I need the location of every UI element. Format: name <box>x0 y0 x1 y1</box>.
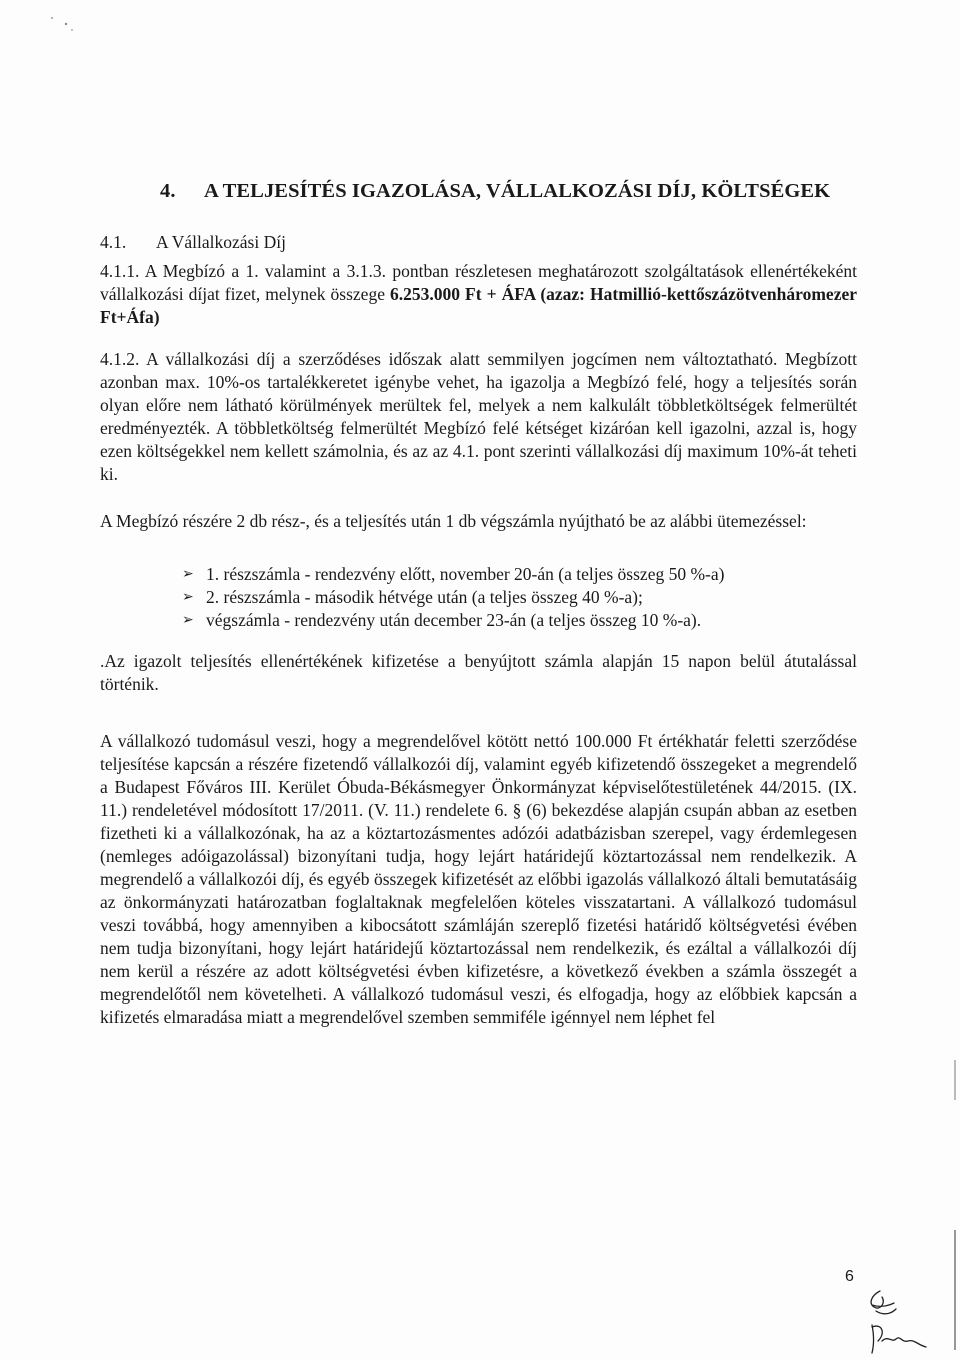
handwritten-signature-icon <box>842 1285 932 1355</box>
scan-margin-line <box>952 1060 958 1100</box>
section-title: A TELJESÍTÉS IGAZOLÁSA, VÁLLALKOZÁSI DÍJ, KÖLTSÉGEK <box>204 180 831 202</box>
arrowhead-bullet-icon: ➢ <box>182 589 194 605</box>
invoices-intro-text: A Megbízó részére 2 db rész-, és a teljesítés után 1 db végszámla nyújtható be az alábbi ütemezéssel: <box>100 511 807 531</box>
list-item <box>182 563 724 586</box>
invoice-item-text: végszámla - rendezvény után december 23-án (a teljes összeg 10 %-a). <box>206 610 702 630</box>
payment-terms <box>100 650 857 696</box>
contractor-paragraph-text: A vállalkozó tudomásul veszi, hogy a megrendelővel kötött nettó 100.000 Ft értékhatár feletti szerződése teljesítése kapcsán a részére fizetendő vállalkozói díj, valamint egyéb kifizetendő összegeket a megrendelő a Budapest Főváros III. Kerület Óbuda-Békásmegyer Önkormányzat képviselőtestületének 44/2015. (IX. 11.) rendeletével módosított 17/2011. (V. 11.) rendelete 6. § (6) bekezdése alapján csupán abban az esetben fizetheti ki a vállalkozónak, ha az a köztartozásmentes adózói adatbázisban szerepel, vagy érdemlegesen (nemleges adóigazolással) bizonyítani tudja, hogy lejárt határidejű köztartozással nem rendelkezik. A megrendelő a vállalkozói díj, és egyéb összegek kifizetését az előbbi igazolás vállalkozó általi bemutatásáig az önkormányzati határozatban foglaltaknak megfelelően köteles visszatartani. A vállalkozó tudomásul veszi továbbá, hogy amennyiben a kibocsátott számláján szereplő fizetési határidő költségvetési évében nem tudja bizonyítani, hogy lejárt határidejű köztartozással nem rendelkezik, és ezáltal a vállalkozói díj nem kerül a részére az adott költségvetési évben kifizetésre, a következő években a számla összegét a megrendelőtől nem követelheti. A vállalkozó tudomásul veszi, és elfogadja, hogy az előbbiek kapcsán a kifizetés elmaradása miatt a megrendelővel szemben semmiféle igénnyel nem léphet fel <box>100 731 857 1027</box>
payment-terms-text: .Az igazolt teljesítés ellenértékének kifizetése a benyújtott számla alapján 15 napon belül átutalással történik. <box>100 651 857 694</box>
invoice-item-text: 2. részszámla - második hétvége után (a teljes összeg 40 %-a); <box>206 587 643 607</box>
paragraph-4-1-2-text: 4.1.2. A vállalkozási díj a szerződéses időszak alatt semmilyen jogcímen nem változtatható. Megbízott azonban max. 10%-os tartalékkeretet igénybe vehet, ha igazolja a Megbízó felé, hogy a teljesítés során olyan előre nem látható körülmények merültek fel, melyek a nem kalkulált többletköltségek felmerültét eredményezték. A többletköltség felmerültét Megbízó felé kétséget kizáróan kell igazolni, azzal is, hogy ezen költségekkel nem kellett számolnia, és az az 4.1. pont szerinti vállalkozási díj maximum 10%-át teheti ki. <box>100 349 857 484</box>
subsection-title: A Vállalkozási Díj <box>156 232 286 252</box>
fee-amount: 6.253.000 Ft + ÁFA (azaz: Hatmillió-kettőszázötvenháromezer Ft+Áfa) <box>100 284 857 327</box>
arrowhead-bullet-icon: ➢ <box>182 566 194 582</box>
subsection-heading <box>100 232 286 253</box>
paragraph-4-1-1 <box>100 260 857 329</box>
scan-speck-marks <box>0 0 960 40</box>
scan-margin-line-lower <box>952 1230 958 1350</box>
invoices-intro <box>100 510 857 533</box>
contractor-paragraph <box>100 730 857 1029</box>
section-number: 4. <box>160 180 176 202</box>
subsection-number: 4.1. <box>100 232 127 252</box>
page-number: 6 <box>845 1268 854 1285</box>
invoice-item-text: 1. részszámla - rendezvény előtt, november 20-án (a teljes összeg 50 %-a) <box>206 564 725 584</box>
list-item <box>182 586 724 609</box>
arrowhead-bullet-icon: ➢ <box>182 612 194 628</box>
section-heading <box>160 180 830 203</box>
paragraph-4-1-1-text: 4.1.1. A Megbízó a 1. valamint a 3.1.3. pontban részletesen meghatározott szolgáltatások ellenértékeként vállalkozási díjat fizet, melynek összege <box>100 261 857 304</box>
invoice-schedule-list <box>182 563 724 632</box>
list-item <box>182 609 724 632</box>
paragraph-4-1-2 <box>100 348 857 486</box>
